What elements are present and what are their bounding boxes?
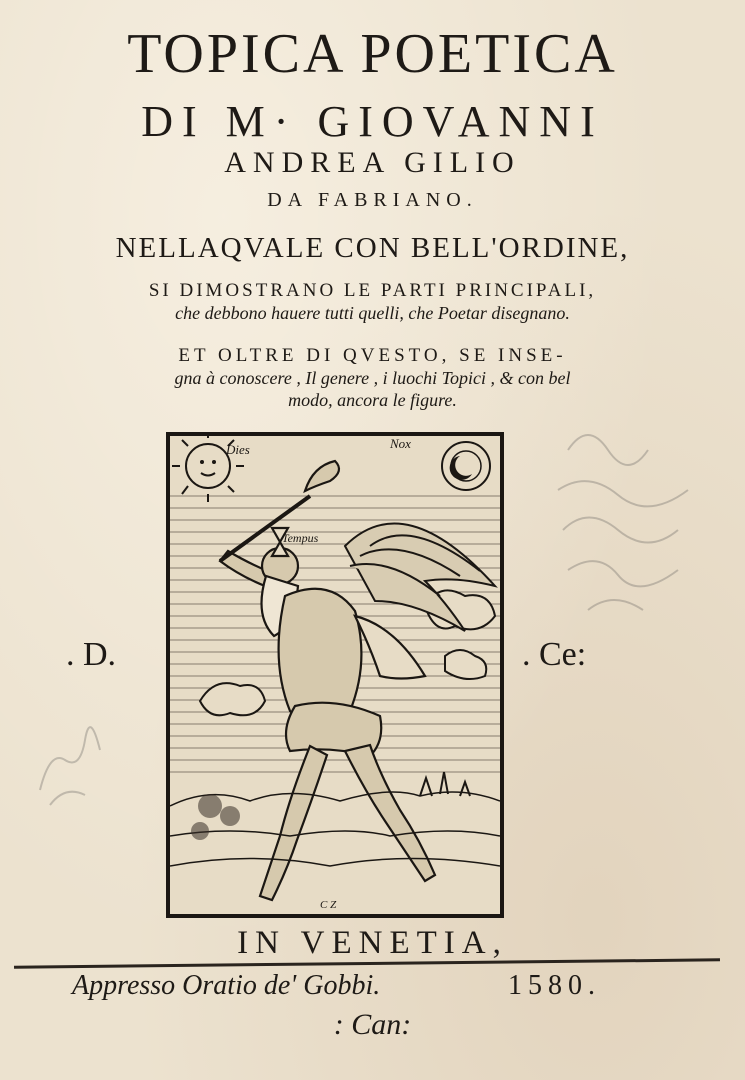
title-line-3: ANDREA GILIO: [224, 146, 521, 179]
father-time-woodcut: [170, 436, 500, 914]
imprint-line: [0, 970, 745, 1010]
label-tempus: Tempus: [282, 531, 319, 545]
pencil-annotation-icon: [548, 410, 708, 630]
title-line-1: TOPICA POETICA: [127, 23, 618, 85]
label-initials: C Z: [320, 899, 337, 911]
side-mark-left: . D.: [66, 636, 117, 673]
description-line-1: ET OLTRE DI QVESTO, SE INSE-: [178, 345, 567, 366]
description-line-3: modo, ancora le figure.: [288, 390, 457, 410]
woodcut-illustration: [166, 432, 504, 918]
imprint-place: IN VENETIA,: [237, 925, 508, 961]
imprint-printer: Appresso Oratio de' Gobbi.: [72, 970, 381, 1001]
description-line-2: gna à conoscere , Il genere , i luochi Topici , & con bel: [174, 368, 571, 388]
subtitle-line-2: SI DIMOSTRANO LE PARTI PRINCIPALI,: [148, 280, 597, 301]
label-dies: Dies: [226, 442, 250, 457]
imprint-year: 1580.: [508, 970, 601, 1001]
subtitle-line-3: che debbono hauere tutti quelli, che Poetar disegnano.: [175, 303, 570, 323]
pencil-mark-icon: [30, 710, 110, 810]
title-line-4: DA FABRIANO.: [267, 189, 478, 211]
moon-icon: [442, 442, 490, 490]
label-nox: Nox: [390, 436, 411, 451]
imprint-footer: : Can:: [333, 1008, 412, 1041]
subtitle-line-1: NELLAQVALE CON BELL'ORDINE,: [115, 232, 630, 264]
side-mark-right: . Ce:: [522, 636, 587, 673]
title-line-2: DI M· GIOVANNI: [141, 97, 604, 146]
